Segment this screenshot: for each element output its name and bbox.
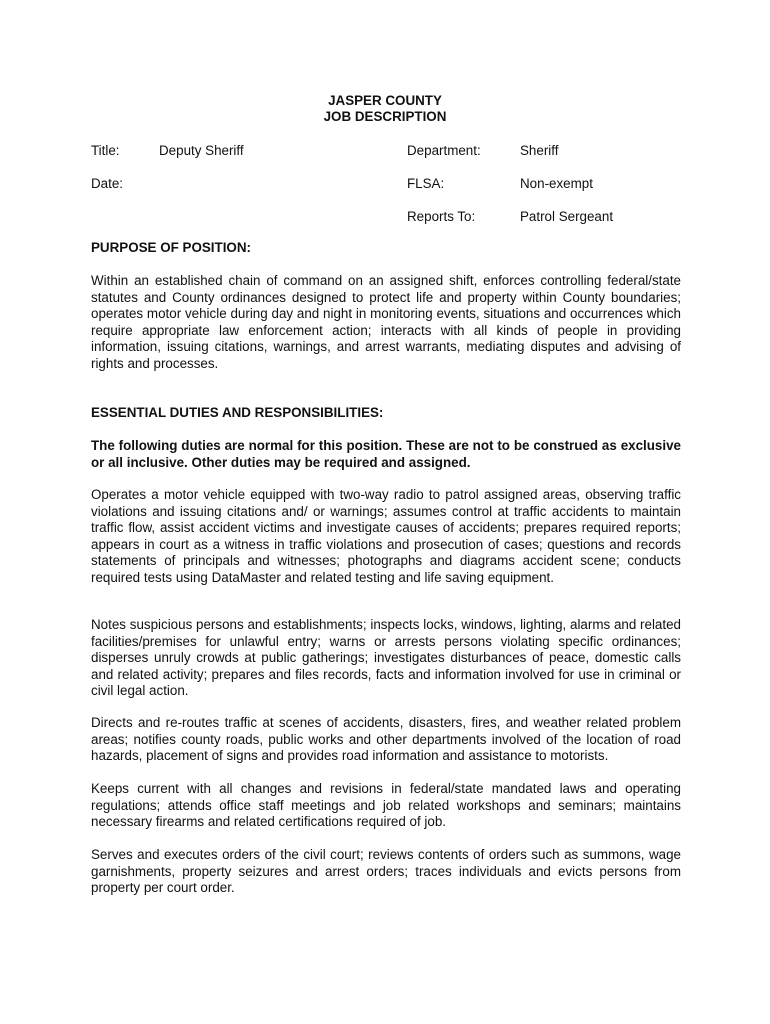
title-label: Title: — [91, 143, 120, 158]
title-value: Deputy Sheriff — [159, 143, 244, 158]
date-label: Date: — [91, 176, 124, 191]
flsa-value: Non-exempt — [520, 176, 593, 191]
purpose-text: Within an established chain of command on an assigned shift, enforces controlling federal/state statutes and County ordinances designed to protect life and property within County boundaries; operates motor vehicle during day and night in monitoring events, situations and occurrences which require appropriate law enforcement action; interacts with all kinds of people in providing information, issuing citations, warnings, and arrest warrants, mediating disputes and advising of rights and processes. — [91, 273, 681, 371]
duties-intro: The following duties are normal for this position. These are not to be construed as exclusive or all inclusive. Other duties may be required and assigned. — [91, 438, 681, 470]
duty-paragraph: Directs and re-routes traffic at scenes of accidents, disasters, fires, and weather related problem areas; notifies county roads, public works and other departments involved of the location of road hazards, placement of signs and provides road information and assistance to motorists. — [91, 715, 681, 764]
duty-paragraph: Serves and executes orders of the civil court; reviews contents of orders such as summons, wage garnishments, property seizures and arrest orders; traces individuals and evicts persons from property per court order. — [91, 847, 681, 896]
county-title: JASPER COUNTY — [328, 93, 442, 108]
duty-paragraph: Operates a motor vehicle equipped with two-way radio to patrol assigned areas, observing traffic violations and issuing citations and/ or warnings; assumes control at traffic accidents to maintain traffic flow, assist accident victims and investigate causes of accidents; prepares required reports; appears in court as a witness in traffic violations and prosecution of cases; questions and records statements of principals and witnesses; photographs and diagrams accident scene; conducts required tests using DataMaster and related testing and life saving equipment. — [91, 487, 681, 585]
purpose-heading: PURPOSE OF POSITION: — [91, 240, 251, 255]
reports-to-label: Reports To: — [407, 209, 476, 224]
reports-to-value: Patrol Sergeant — [520, 209, 614, 224]
department-value: Sheriff — [520, 143, 559, 158]
duties-heading: ESSENTIAL DUTIES AND RESPONSIBILITIES: — [91, 405, 384, 420]
document-title: JOB DESCRIPTION — [323, 109, 447, 124]
duty-paragraph: Keeps current with all changes and revisions in federal/state mandated laws and operating regulations; attends office staff meetings and job related workshops and seminars; maintains necessary firearms and related certifications required of job. — [91, 781, 681, 830]
department-label: Department: — [407, 143, 481, 158]
duty-paragraph: Notes suspicious persons and establishments; inspects locks, windows, lighting, alarms and related facilities/premises for unlawful entry; warns or arrests persons violating specific ordinances; disperses unruly crowds at public gatherings; investigates disturbances of peace, domestic calls and related activity; prepares and files records, facts and information involved for use in criminal or civil legal action. — [91, 617, 681, 699]
flsa-label: FLSA: — [407, 176, 445, 191]
